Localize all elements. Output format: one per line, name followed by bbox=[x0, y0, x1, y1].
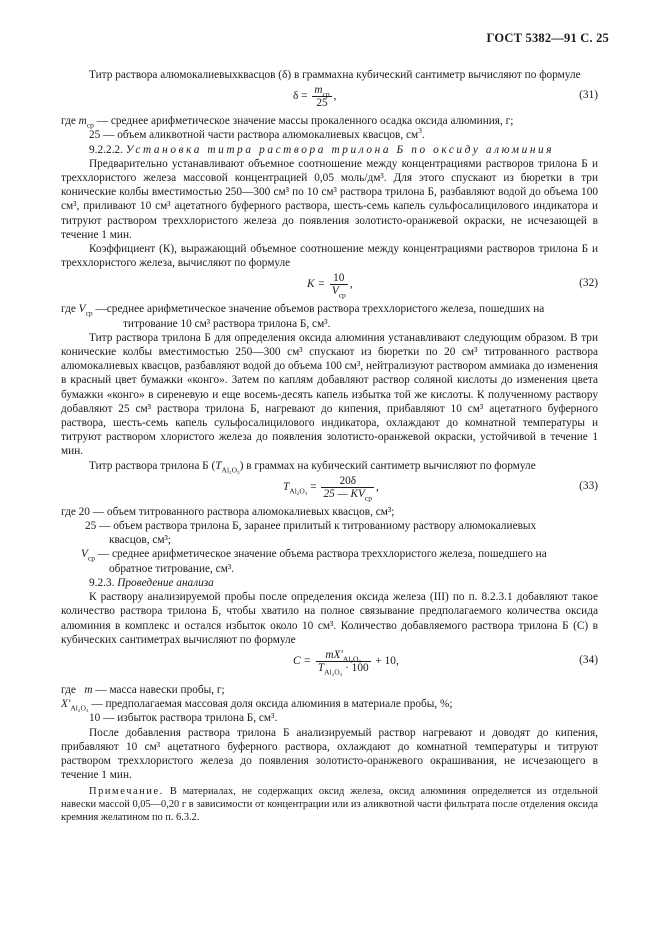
formula-32-number: (32) bbox=[579, 277, 598, 290]
formula-33: $T_{Al_2O_3}$ = $\frac{20\delta}{25 — KV_{ср}}$ , (33) bbox=[283, 474, 598, 503]
note-text: В материалах, не содержащих оксид железа, оксид алюминия определяется из отдельной навески массой 0,05—0,20 г в зависимости от концентрации или из аликвотной части фильтрата после отделения оксида кремния желатином по п. 6.3.2. bbox=[61, 786, 598, 823]
page-header: ГОСТ 5382—91 С. 25 bbox=[486, 31, 609, 45]
where-33-v: $V_{ср}$ — среднее арифметическое значение объема раствора треххлористого железа, пошедшего на bbox=[81, 548, 547, 563]
where-33-25-cont: квасцов, см³; bbox=[109, 534, 172, 547]
where-33-20: где 20 — объем титрованного раствора алюмокалиевых квасцов, см³; bbox=[61, 505, 395, 518]
formula-31-fraction: $\frac{m_{ср}}{25}$ bbox=[314, 84, 330, 110]
paragraph-titer-33: Титр раствора трилона Б $(T_{Al_2O_3})$ в граммах на кубический сантиметр вычисляют по формуле bbox=[89, 459, 536, 474]
formula-33-fraction: $\frac{20\delta}{25 — KV_{ср}}$ bbox=[323, 474, 373, 503]
section-9-2-2-2-heading: 9.2.2.2. Установка титра раствора трилона Б по оксиду алюминия bbox=[89, 143, 555, 156]
where-31-m: где $m_{ср}$ — среднее арифметическое значение массы прокаленного осадка оксида алюминия, г; bbox=[61, 115, 514, 130]
section-9-2-3-heading: 9.2.3. Проведение анализа bbox=[89, 576, 214, 589]
formula-31-lhs: δ = bbox=[293, 90, 308, 103]
paragraph-analysis: К раствору анализируемой пробы после определения оксида железа (III) по п. 8.2.3.1 добавляют такое количество раствора трилона Б, чтобы хватило на полное связывание предполагаемого количества оксида алюминия в комплекс и остался избыток около 10 см³. Количество добавляемого раствора трилона Б (С) в кубических сантиметрах вычисляют по формуле bbox=[61, 591, 598, 646]
paragraph-coefficient: Коэффициент (К), выражающий объемное соотношение между концентрациями растворов трилона Б и треххлористого железа, вычисляют по формуле bbox=[61, 243, 598, 270]
paragraph-trilon-titer: Титр раствора трилона Б для определения оксида алюминия устанавливают следующим образом. В три конические колбы вместимостью 250—300 см³ спускают из бюретки по 20 см³ титрованного раствора алюмокалиевых квасцов, разбавляют водой до объема 100 см³, нейтрализуют раствором аммиака до изменения в красный цвет бумажки «конго». Затем по каплям добавляют раствор соляной кислоты до изменения цвета бумажки «конго» в сиреневую и еще восемь-десять капель избытка той же кислоты. К полученному раствору добавляют 25 см³ раствора трилона Б, нагревают до кипения, прибавляют 10 см³ ацетатного буферного раствора, шесть-семь капель сульфосалицилового индикатора, охлаждают до комнатной температуры и титруют раствором хлористого железа до появления золотисто-оранжевой окраски, устойчивой в течение 1 мин. bbox=[61, 331, 598, 458]
formula-34-fraction: $\frac{mX'_{Al_2O_3}}{T_{Al_2O_3} \cdot 100}$ bbox=[317, 648, 369, 677]
where-34-m: где m — масса навески пробы, г; bbox=[61, 683, 225, 696]
note bbox=[61, 786, 598, 824]
formula-31: δ = $\frac{m_{ср}}{25}$ , (31) bbox=[293, 84, 598, 110]
formula-34-number: (34) bbox=[579, 653, 598, 666]
formula-31-number: (31) bbox=[579, 89, 598, 102]
where-33-25: 25 — объем раствора трилона Б, заранее прилитый к титрованиому раствору алюмокалиевых bbox=[85, 520, 537, 533]
where-33-v-cont: обратное титрование, см³. bbox=[109, 562, 235, 575]
where-34-x: $X'_{Al_2O_3}$ — предполагаемая массовая доля оксида алюминия в материале пробы, %; bbox=[61, 698, 453, 713]
where-34-10: 10 — избыток раствора трилона Б, см³. bbox=[89, 712, 278, 725]
paragraph-preliminary: Предварительно устанавливают объемное соотношение между концентрациями растворов трилона Б и треххлористого железа массовой концентрацией 0,05 моль/дм³. Для этого спускают из бюретки в три конические колбы вместимостью 250—300 см³ по 10 см³ раствора трилона Б, разбавляют водой до объема 100 см³, приливают 10 см³ ацетатного буферного раствора, шесть-семь капель сульфосалицилового индикатора и титруют раствором треххлористого железа до появления золотисто-оранжевой окраски, не исчезающей в течение 1 мин. bbox=[61, 157, 598, 241]
where-32-v: где $V_{ср}$ —среднее арифметическое значение объемов раствора треххлористого железа, пошедших на bbox=[61, 303, 545, 318]
formula-33-number: (33) bbox=[579, 479, 598, 492]
formula-32: K = $\frac{10}{V_{ср}}$ , (32) bbox=[307, 272, 598, 300]
formula-32-fraction: $\frac{10}{V_{ср}}$ bbox=[331, 272, 346, 300]
note-label: Примечание. bbox=[89, 786, 164, 798]
where-31-25: 25 — объем аликвотной части раствора алюмокалиевых квасцов, $см^3$. bbox=[89, 126, 425, 142]
where-32-cont: титрование 10 см³ раствора трилона Б, см³. bbox=[123, 317, 331, 330]
paragraph-final: После добавления раствора трилона Б анализируемый раствор нагревают и доводят до кипения, прибавляют 10 см³ ацетатного буферного раствора, охлаждают до комнатной температуры и титруют раствором треххлористого железа до появления золотисто-оранжевого окрашивания, не исчезающего в течение 1 мин. bbox=[61, 726, 598, 782]
formula-34: C = $\frac{mX'_{Al_2O_3}}{T_{Al_2O_3} \cdot 100}$ + 10, (34) bbox=[293, 648, 598, 677]
paragraph-alum-titer: Титр раствора алюмокалиевыхквасцов (δ) в граммахна кубический сантиметр вычисляют по формуле bbox=[89, 69, 581, 81]
document-body bbox=[61, 68, 598, 824]
